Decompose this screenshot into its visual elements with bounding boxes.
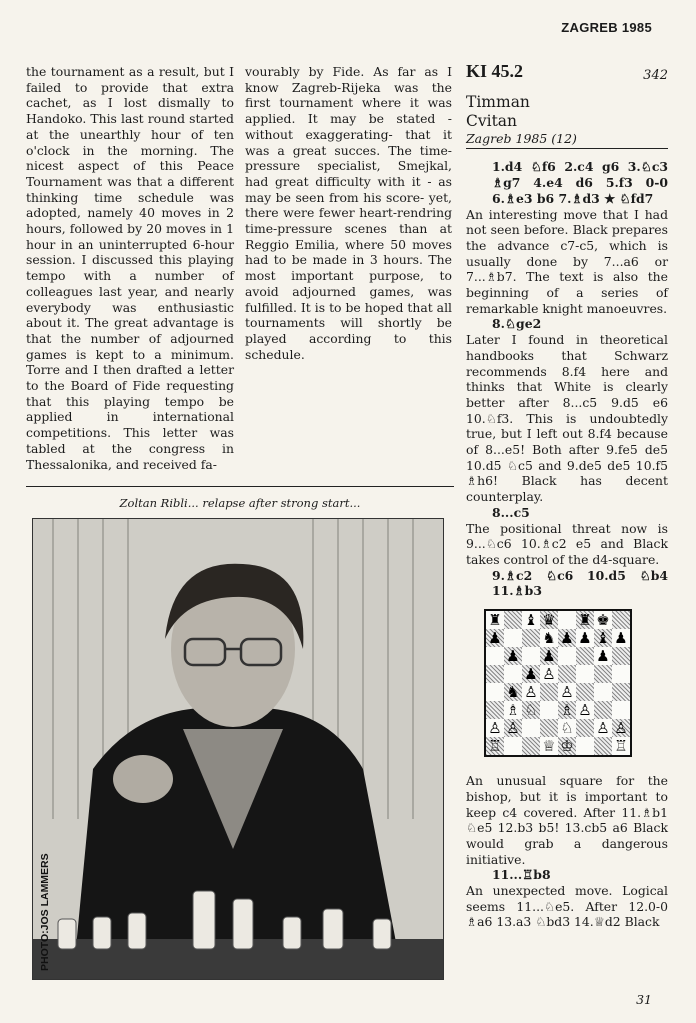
board-square: ♖ [612,737,630,755]
board-square [612,647,630,665]
board-square [486,647,504,665]
board-square: ♟ [576,629,594,647]
game-column [466,61,668,930]
annotation-2: Later I found in theoretical handbooks that Schwarz recommends 8.f4 here and thinks that White is clearly better after 8...c5 9.d5 e6 10.♘f3. This is undoubtedly true, but I left out 8.f4 because of 8...e5! Both after 9.fe5 de5 10.d5 ♘c5 and 9.de5 de5 10.f5 ♗h6! Black has decent counterplay. [466,332,668,505]
board-square: ♘ [558,719,576,737]
board-square [594,683,612,701]
board-square: ♟ [612,629,630,647]
board-square: ♛ [540,611,558,629]
board-square [612,701,630,719]
board-square [594,701,612,719]
board-square [558,665,576,683]
board-square [486,701,504,719]
board-square: ♞ [540,629,558,647]
board-square [522,719,540,737]
moves-4: 9.♗c2 ♘c6 10.d5 ♘b4 11.♗b3 [492,567,668,599]
board-square: ♔ [558,737,576,755]
board-square: ♙ [594,719,612,737]
board-square: ♟ [486,629,504,647]
annotation-3: The positional threat now is 9...♘c6 10.♗c2 e5 and Black takes control of the d4-square. [466,520,668,567]
board-square [486,683,504,701]
board-square [522,629,540,647]
moves-1: 1.d4 ♘f6 2.c4 g6 3.♘c3 ♗g7 4.e4 d6 5.f3 0-0 6.♗e3 b6 7.♗d3 ★ ♘fd7 [492,159,668,206]
board-square [540,719,558,737]
board-square [576,683,594,701]
board-square: ♙ [612,719,630,737]
board-square [594,665,612,683]
photo-caption: Zoltan Ribli... relapse after strong start... [119,496,361,510]
board-square [504,665,522,683]
board-square: ♟ [540,647,558,665]
board-square [522,647,540,665]
board-square: ♝ [594,629,612,647]
board-square: ♗ [504,701,522,719]
board-square: ♙ [522,683,540,701]
article-text-col1: the tournament as a result, but I failed to provide that extra cachet, as I lost dismally to Handoko. This last round started at the unearthly hour of ten o'clock in the morning. The nicest aspect of this Peace Tournament was that a different thinking time schedule was adopted, namely 40 moves in 2 hours, followed by 20 moves in 1 hour in an uninterrupted 6-hour session. I discussed this playing tempo with a number of colleagues last year, and nearly everybody was enthusiastic about it. The great advantage is that the number of adjourned games is kept to a minimum. Torre and I then drafted a letter to the Board of Fide requesting that this playing tempo be applied in international competitions. This letter was tabled at the congress in Thessalonika, and received fa- [26,64,234,472]
board-square [576,647,594,665]
board-square: ♖ [486,737,504,755]
board-square [540,701,558,719]
player-photo [32,518,444,980]
board-square: ♙ [576,701,594,719]
page-number: 31 [636,992,652,1007]
board-square [504,611,522,629]
board-square [612,683,630,701]
board-square: ♙ [540,665,558,683]
board-square: ♙ [504,719,522,737]
board-square: ♟ [558,629,576,647]
player-hands [113,755,173,803]
board-square: ♙ [558,683,576,701]
moves-5: 11...♖b8 [492,867,551,883]
board-square [504,629,522,647]
game-number: 342 [643,68,668,83]
board-square: ♗ [558,701,576,719]
board-square: ♘ [522,701,540,719]
game-event: Zagreb 1985 (12) [466,131,668,150]
board-square: ♝ [522,611,540,629]
article-column-2 [245,64,452,362]
board-square: ♕ [540,737,558,755]
game-heading [466,61,668,83]
annotation-1: An interesting move that I had not seen before. Black prepares the advance c7-c5, which is usually done by 7...a6 or 7...♗b7. The text is also the beginning of a series of remarkable knight manoeuvres. [466,206,668,316]
running-header: ZAGREB 1985 [561,20,652,35]
board-square [558,611,576,629]
board-square [594,737,612,755]
board-square [576,737,594,755]
chess-board-grid [486,611,630,755]
board-square [504,737,522,755]
annotation-4: An unusual square for the bishop, but it is important to keep c4 covered. After 11.♗b1 ♘e5 12.b3 b5! 13.cb5 a6 Black would grab a dangerous initiative. [466,773,668,867]
board-square [522,737,540,755]
board-square: ♚ [594,611,612,629]
board-square: ♜ [576,611,594,629]
article-text-col2: vourably by Fide. As far as I know Zagreb-Rijeka was the first tournament where it was applied. It may be stated -without exaggerating- that it was a great succes. The time-pressure specialist, Smejkal, had great difficulty with it - as may be seen from his score- yet, there were fewer heart-rendring time-pressure scenes than at Reggio Emilia, where 50 moves had to be made in 3 hours. The most important purpose, to avoid adjourned games, was fulfilled. It is to be hoped that all tournaments will shortly be played according to this schedule. [245,64,452,362]
board-square [612,611,630,629]
moves-3: 8...c5 [492,504,530,520]
board-square [486,665,504,683]
board-square [540,683,558,701]
board-square: ♙ [486,719,504,737]
board-square: ♟ [504,647,522,665]
board-square: ♟ [522,665,540,683]
board-square [576,665,594,683]
board-square [558,647,576,665]
game-code: KI 45.2 [466,61,524,81]
photo-credit: PHOTO:JOS LAMMERS [39,853,51,971]
white-player: Timman [466,92,530,111]
board-square: ♟ [594,647,612,665]
article-column-1 [26,64,234,472]
board-square [576,719,594,737]
chess-diagram [484,609,632,757]
annotation-5: An unexpected move. Logical seems 11...♘e5. After 12.0-0 ♗a6 13.a3 ♘bd3 14.♕d2 Black [466,883,668,930]
caption-rule [26,486,454,487]
board-square [612,665,630,683]
board-square: ♞ [504,683,522,701]
black-player: Cvitan [466,111,518,130]
board-square: ♜ [486,611,504,629]
moves-2: 8.♘ge2 [492,316,542,332]
player-photo-illustration [33,519,443,979]
